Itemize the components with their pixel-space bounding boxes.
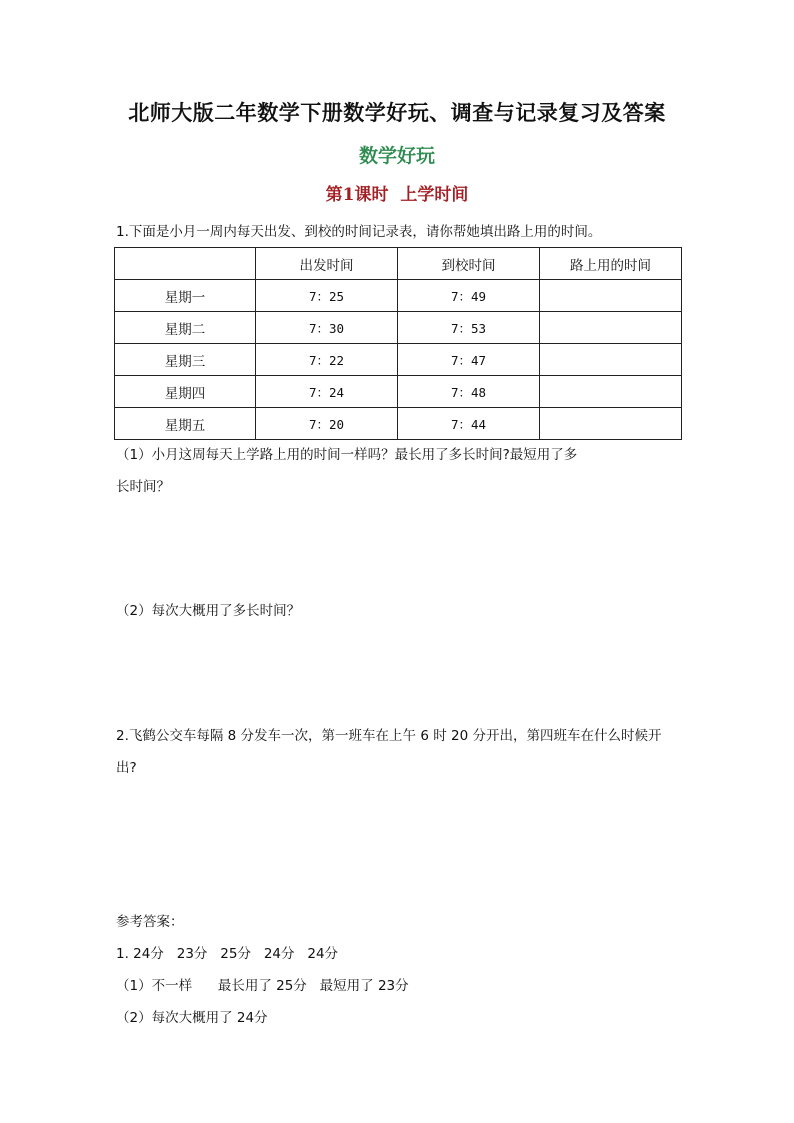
duration-cell[interactable] [540,280,682,312]
table-row [115,280,682,312]
table-header-cell: 到校时间 [398,248,540,280]
table-row [115,344,682,376]
document-title: 北师大版二年数学下册数学好玩、调查与记录复习及答案 [128,100,666,125]
day-cell: 星期五 [115,408,256,440]
depart-time-cell: 7：22 [256,344,398,376]
table-header-row [115,248,682,280]
table-row [115,376,682,408]
day-cell: 星期四 [115,376,256,408]
answers-heading: 参考答案： [116,914,184,930]
duration-cell[interactable] [540,344,682,376]
depart-time-cell: 7：24 [256,376,398,408]
answer-line-3: （2）每次大概用了 24分 [116,1010,268,1026]
table-row [115,408,682,440]
lesson-title: 第1课时 上学时间 [325,185,469,205]
question-1-sub-1-continued: 长时间？ [116,479,170,495]
arrive-time-cell: 7：49 [398,280,540,312]
answer-line-2: （1）不一样 最长用了 25分 最短用了 23分 [116,978,409,994]
table-row [115,312,682,344]
duration-cell[interactable] [540,376,682,408]
duration-cell[interactable] [540,312,682,344]
section-title: 数学好玩 [358,145,435,167]
arrive-time-cell: 7：47 [398,344,540,376]
day-cell: 星期二 [115,312,256,344]
depart-time-cell: 7：20 [256,408,398,440]
depart-time-cell: 7：25 [256,280,398,312]
arrive-time-cell: 7：48 [398,376,540,408]
question-1-prompt: 1.下面是小月一周内每天出发、到校的时间记录表，请你帮她填出路上用的时间。 [116,224,602,240]
depart-time-cell: 7：30 [256,312,398,344]
question-1-sub-1: （1）小月这周每天上学路上用的时间一样吗？最长用了多长时间?最短用了多 [116,447,578,463]
arrive-time-cell: 7：53 [398,312,540,344]
arrive-time-cell: 7：44 [398,408,540,440]
table-header-cell [115,248,256,280]
question-2-prompt-continued: 出? [116,760,137,776]
question-1-sub-2: （2）每次大概用了多长时间？ [116,603,301,619]
day-cell: 星期三 [115,344,256,376]
answer-line-1: 1. 24分 23分 25分 24分 24分 [116,946,339,962]
day-cell: 星期一 [115,280,256,312]
table-header-cell: 出发时间 [256,248,398,280]
question-2-prompt: 2.飞鹤公交车每隔 8 分发车一次，第一班车在上午 6 时 20 分开出，第四班车在什么时候开 [116,728,662,744]
duration-cell[interactable] [540,408,682,440]
table-header-cell: 路上用的时间 [540,248,682,280]
time-record-table [114,247,682,440]
